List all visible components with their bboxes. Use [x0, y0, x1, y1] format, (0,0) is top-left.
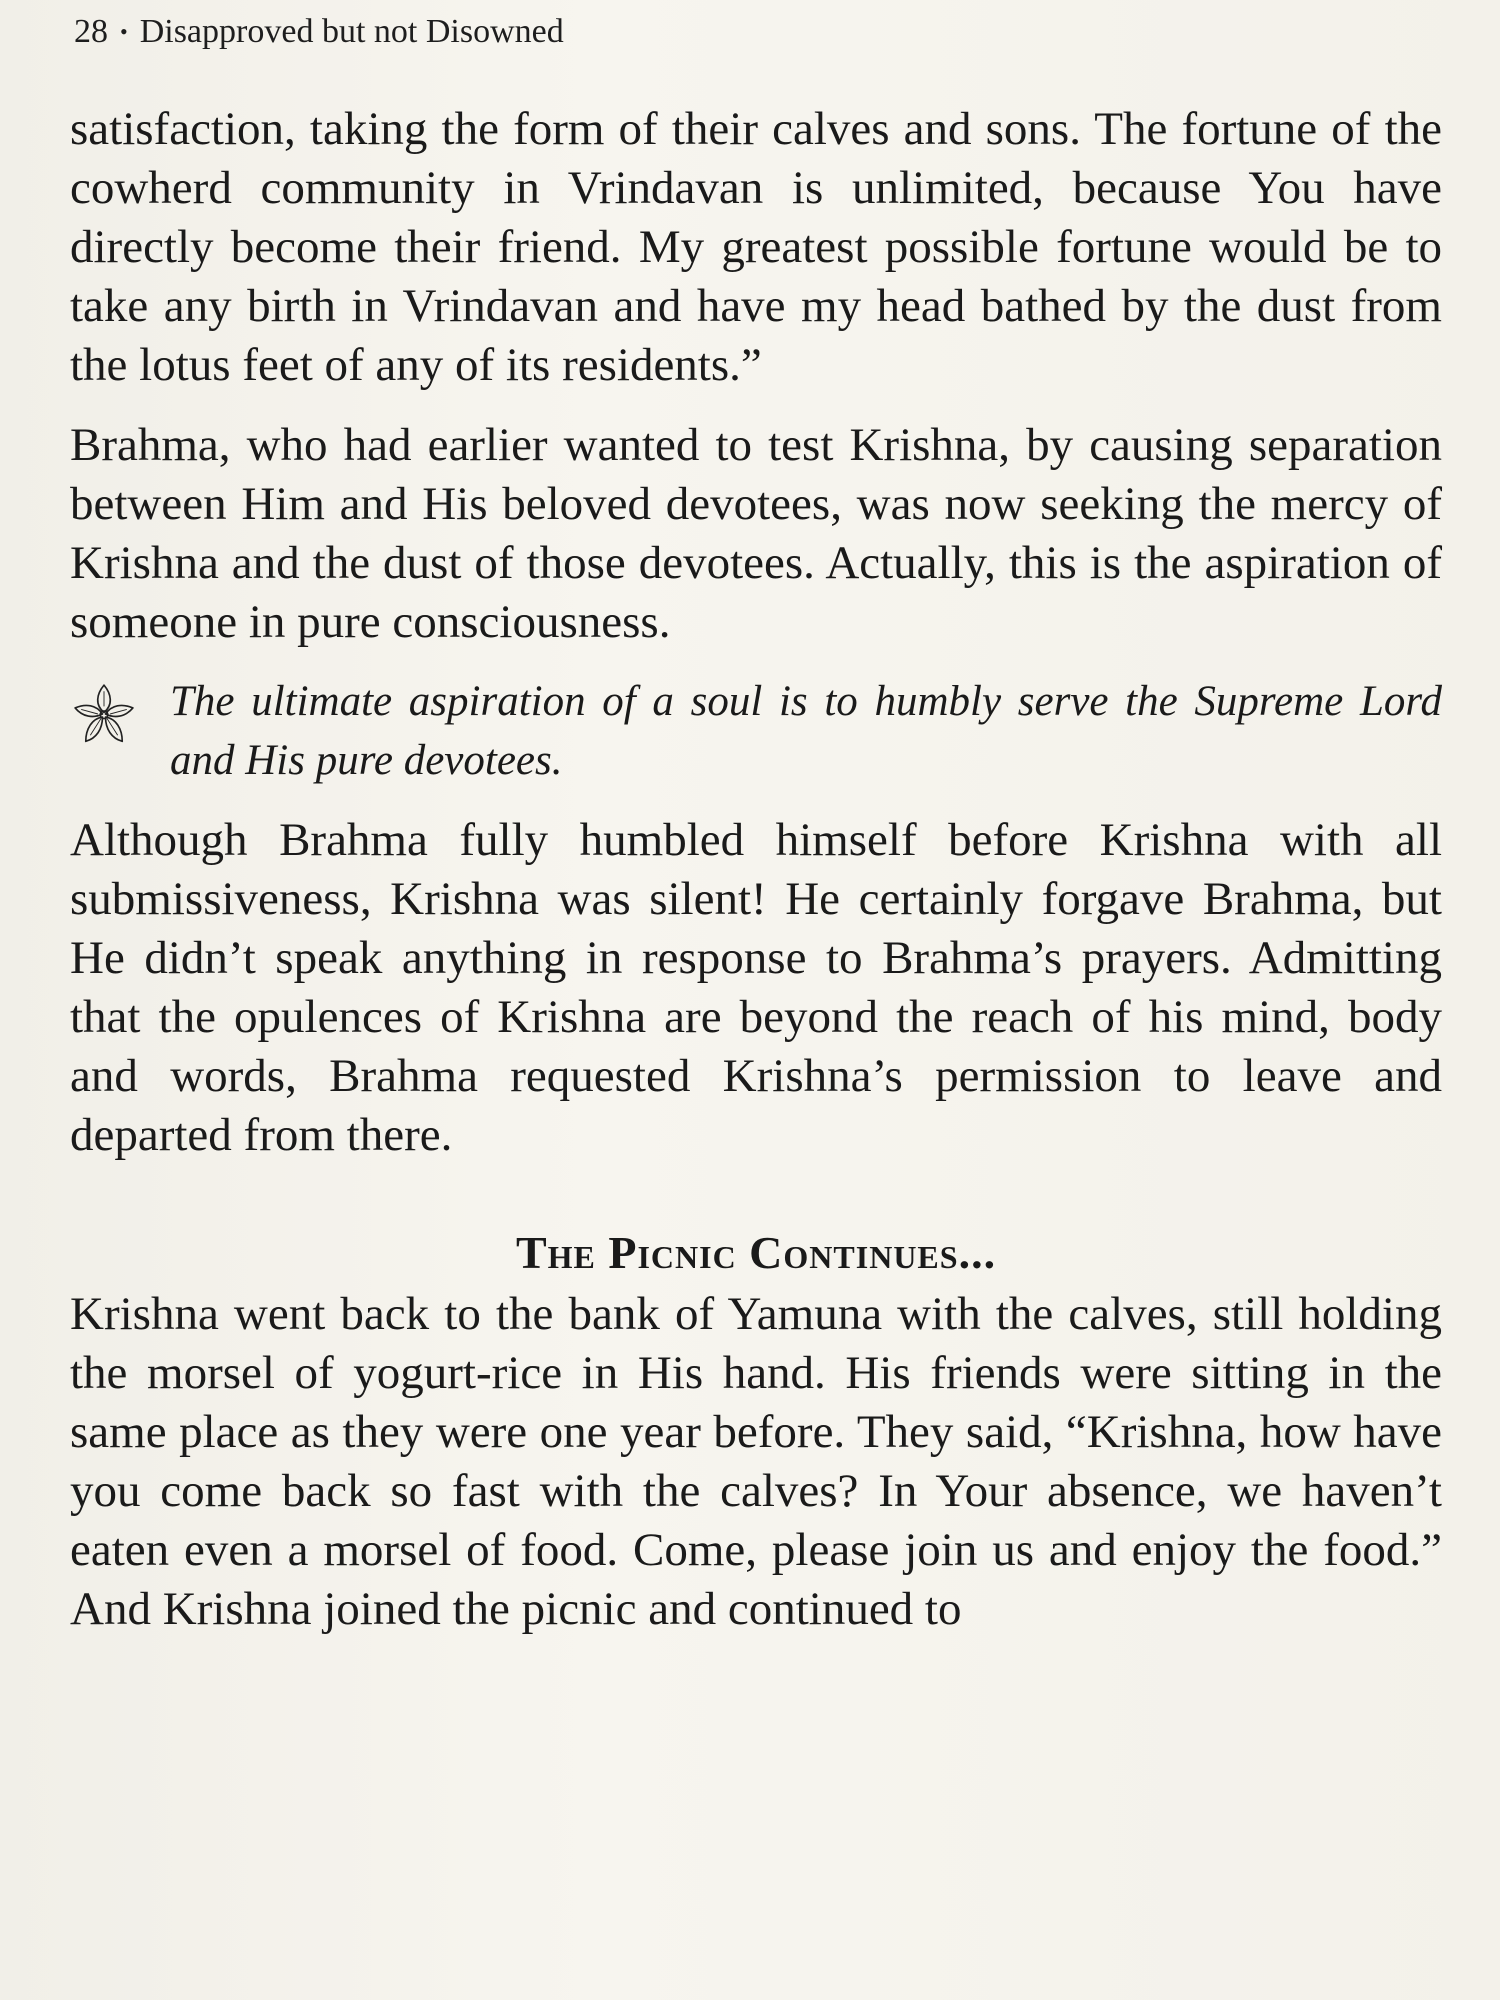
aspiration-callout — [70, 672, 1442, 790]
paragraph-1: satisfaction, taking the form of their calves and sons. The fortune of the cowherd community in Vrindavan is unlimited, because You have directly become their friend. My greatest possible fortune would be to take any birth in Vrindavan and have my head bathed by the dust from the lotus feet of any of its residents.” — [70, 103, 1442, 391]
running-header — [74, 10, 564, 54]
paragraph-2: Brahma, who had earlier wanted to test Krishna, by causing separation between Him and His beloved devotees, was now seeking the mercy of Krishna and the dust of those devotees. Actually, this is the aspiration of someone in pure consciousness. — [70, 419, 1442, 648]
body-text — [70, 100, 1442, 1639]
book-title: Disapproved but not Disowned — [139, 13, 564, 50]
header-bullet: • — [120, 19, 128, 44]
page-number: 28 — [74, 13, 108, 50]
paragraph-3: Although Brahma fully humbled himself before Krishna with all submissiveness, Krishna was silent! He certainly forgave Brahma, but He didn’t speak anything in response to Brahma’s prayers. Admitting that the opulences of Krishna are beyond the reach of his mind, body and words, Brahma requested Krishna’s permission to leave and departed from there. — [70, 814, 1442, 1161]
paragraph-4: Krishna went back to the bank of Yamuna with the calves, still holding the morsel of yogurt-rice in His hand. His friends were sitting in the same place as they were one year before. They said, “Krishna, how have you come back so fast with the calves? In Your absence, we haven’t eaten even a morsel of food. Come, please join us and enjoy the food.” And Krishna joined the picnic and continued to — [70, 1288, 1442, 1635]
flower-ornament-icon — [66, 676, 142, 752]
section-heading: The Picnic Continues... — [515, 1227, 997, 1278]
callout-text: The ultimate aspiration of a soul is to humbly serve the Supreme Lord and His pure devotees. — [170, 678, 1442, 784]
